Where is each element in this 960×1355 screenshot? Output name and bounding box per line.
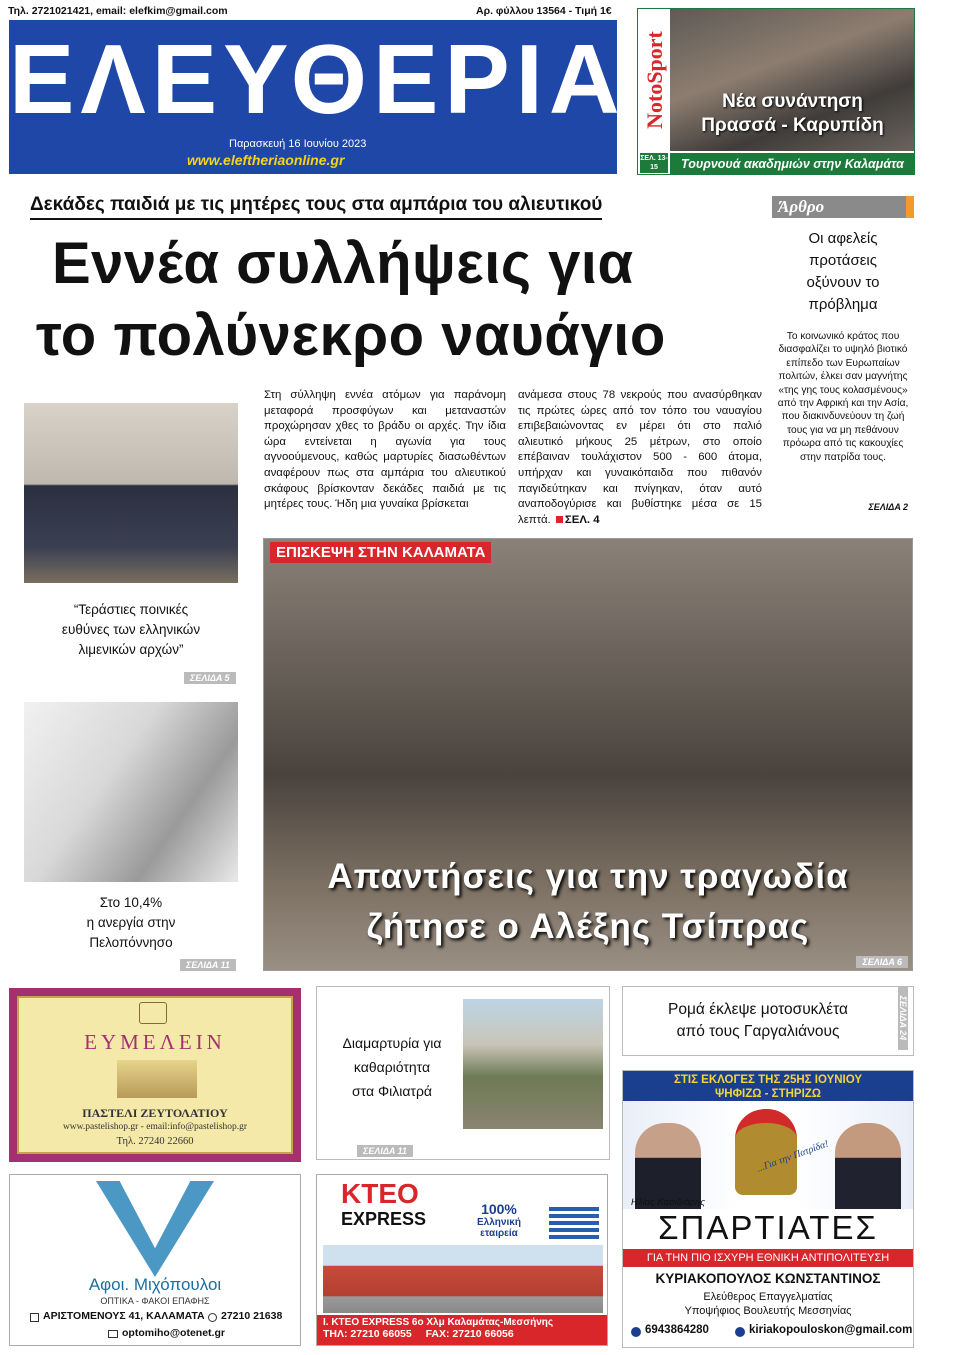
optics-logo-icon — [96, 1181, 214, 1277]
notosport-box — [637, 8, 915, 175]
eumelein-logo-icon — [139, 1002, 167, 1024]
kteo-tel: ΤΗΛ: 27210 66055 — [323, 1328, 412, 1340]
notosport-headline-1: Νέα συνάντηση — [722, 91, 863, 112]
kteo-logo-bottom: EXPRESS — [341, 1209, 427, 1229]
protest-page: ΣΕΛΙΔΑ 11 — [357, 1145, 413, 1157]
notosport-badge: ΣΕΛ. 13-15 — [640, 155, 668, 171]
eumelein-phone: Τηλ. 27240 22660 — [116, 1136, 194, 1147]
side1-page: ΣΕΛΙΔΑ 5 — [184, 672, 236, 684]
spartiates-candidate: ΚΥΡΙΑΚΟΠΟΥΛΟΣ ΚΩΝΣΤΑΝΤΙΝΟΣ — [655, 1271, 881, 1286]
lead-col2 — [518, 388, 762, 528]
spartiates-candidate-right-photo — [835, 1123, 901, 1209]
lead-page-ref: ΣΕΛ. 4 — [554, 514, 600, 526]
lead-col2-text: ανάμεσα στους 78 νεκρούς που ανασύρθηκαν τις πρώτες ώρες από τον τόπο του ναυαγίου επιβεβαιώνοντας εν μέρει ότι στο παλιό αλιευτικό μήκους 25 μέτρων, στο οποίο επέβαιναν τουλάχιστον 500 - 600 άτομα, υπήρχαν και γυναικόπαιδα που πιθανόν παγιδεύτηκαν και πνίγηκαν, όταν αυτό αναποδογύρισε και βυθίστηκε μέσα σε 15 λεπτά. — [518, 389, 762, 526]
optics-phone-icon — [208, 1313, 217, 1322]
lead-kicker: Δεκάδες παιδιά με τις μητέρες τους στα αμπάρια του αλιευτικού — [30, 194, 602, 220]
side2-line-1: Στο 10,4% — [99, 895, 163, 910]
lead-title-1: Εννέα συλλήψεις για — [52, 231, 634, 296]
article-label: Άρθρο — [772, 196, 914, 218]
side2-photo — [24, 702, 238, 882]
spartiates-top-2: ΨΗΦΙΖΩ - ΣΤΗΡΙΖΩ — [714, 1088, 822, 1100]
main-photo-tag: ΕΠΙΣΚΕΨΗ ΣΤΗΝ ΚΑΛΑΜΑΤΑ — [270, 542, 491, 563]
eumelein-product: ΠΑΣΤΕΛΙ ΖΕΥΤΟΛΑΤΙΟΥ — [82, 1106, 228, 1120]
kteo-logo-top: ΚΤΕΟ — [341, 1178, 419, 1209]
roma-page: ΣΕΛΙΔΑ 24 — [898, 986, 908, 1050]
header-contact: Τηλ. 2721021421, email: elefkim@gmail.com — [8, 5, 228, 17]
notosport-brand: NotoSport — [642, 31, 667, 129]
notosport-headline-2: Πρασσά - Καρυπίδη — [701, 115, 884, 136]
protest-photo — [463, 999, 603, 1129]
optics-address: ΑΡΙΣΤΟΜΕΝΟΥΣ 41, ΚΑΛΑΜΑΤΑ — [43, 1310, 205, 1322]
optics-email-icon — [108, 1330, 118, 1338]
masthead-title: ΕΛΕΥΘΕΡΙΑ — [9, 24, 626, 134]
optics-email: optomiho@otenet.gr — [122, 1327, 225, 1339]
spartiates-phone-icon — [631, 1327, 641, 1337]
kteo-logo — [323, 1179, 441, 1235]
eumelein-contact: www.pastelishop.gr - email:info@pastelishop.gr — [62, 1122, 248, 1132]
masthead-website[interactable]: www.eleftheriaonline.gr — [187, 152, 345, 168]
protest-line-3: στα Φιλιατρά — [351, 1083, 433, 1099]
kteo-claim-2: Ελληνική — [477, 1217, 521, 1228]
kteo-footer — [317, 1315, 607, 1346]
article-box — [772, 196, 914, 522]
optics-phone: 27210 21638 — [221, 1310, 283, 1322]
kteo-fax: FAX: 27210 66056 — [425, 1328, 514, 1340]
spartiates-leader: Ηλίας Κασιδιάρης — [631, 1197, 705, 1208]
spartiates-slogan: ...Για την Πατρίδα! — [755, 1138, 831, 1175]
roma-box — [622, 986, 914, 1056]
eumelein-brand: ΕΥΜΕΛΕΙΝ — [84, 1030, 226, 1054]
ad-kteo — [316, 1174, 608, 1346]
spartiates-top-1: ΣΤΙΣ ΕΚΛΟΓΕΣ ΤΗΣ 25ΗΣ ΙΟΥΝΙΟΥ — [673, 1074, 863, 1086]
greek-flag-icon — [549, 1207, 599, 1239]
spartiates-top — [623, 1071, 913, 1101]
spartiates-party: ΣΠΑΡΤΙΑΤΕΣ — [658, 1209, 878, 1246]
spartiates-role-2: Υποψήφιος Βουλευτής Μεσσηνίας — [684, 1305, 852, 1317]
lead-col1: Στη σύλληψη εννέα ατόμων για παράνομη μεταφορά προσφύγων και μεταναστών προχώρησαν χθες το βράδυ οι αρχές. Την ίδια ώρα εντείνεται η αγωνία για τους αγνοούμενους, καθώς μαρτυρίες διασωθέντων αναφέρουν πως στα αμπάρια του αλιευτικού σκάφους βρίσκονταν δεκάδες παιδιά με τις μητέρες τους. Ήδη μια γυναίκα βρίσκεται — [264, 389, 506, 511]
protest-text — [325, 1031, 459, 1103]
side1-quote-3: λιμενικών αρχών” — [78, 642, 184, 657]
masthead-date: Παρασκευή 16 Ιουνίου 2023 — [229, 138, 367, 150]
article-body: Το κοινωνικό κράτος που διασφαλίζει το υψηλό βιοτικό επίπεδο των Ευρωπαίων πολιτών, έλκει σαν μαγνήτης «της γης τους κολασμένους» από την Αφρική και την Ασία, που διακινδυνεύουν τη ζωή τους για να μη πεθάνουν πρόωρα από τις κακουχίες στην πατρίδα τους. — [777, 331, 909, 463]
spartiates-email-icon — [735, 1327, 745, 1337]
side1-photo — [24, 403, 238, 583]
side1-quote-1: “Τεράστιες ποινικές — [73, 602, 189, 617]
article-page: ΣΕΛΙΔΑ 2 — [868, 502, 908, 512]
ad-eumelein — [9, 988, 301, 1162]
header-issue: Αρ. φύλλου 13564 - Τιμή 1€ — [476, 5, 612, 17]
roma-line-1: Ρομά έκλεψε μοτοσυκλέτα — [668, 1001, 848, 1018]
main-photo-caption-1: Απαντήσεις για την τραγωδία — [327, 857, 849, 896]
eumelein-building-icon — [117, 1060, 197, 1098]
kteo-footer-name: Ι. ΚΤΕΟ EXPRESS 6ο Χλμ Καλαμάτας-Μεσσήνης — [323, 1317, 554, 1328]
spartiates-email: kiriakopouloskon@gmail.com — [749, 1324, 913, 1336]
side1-quote — [24, 600, 238, 660]
protest-box — [316, 986, 610, 1160]
side2-text — [24, 893, 238, 953]
optics-name: Αφοι. Μιχόπουλοι — [88, 1275, 222, 1294]
side2-line-2: η ανεργία στην — [86, 915, 176, 930]
lead-title-2: το πολύνεκρο ναυάγιο — [36, 303, 666, 368]
roma-line-2: από τους Γαργαλιάνους — [676, 1023, 840, 1040]
spartiates-tagline: ΓΙΑ ΤΗΝ ΠΙΟ ΙΣΧΥΡΗ ΕΘΝΙΚΗ ΑΝΤΙΠΟΛΙΤΕΥΣΗ — [623, 1249, 913, 1267]
ad-optics — [9, 1174, 301, 1346]
kteo-claim-3: εταιρεία — [480, 1228, 518, 1239]
side1-quote-2: ευθύνες των ελληνικών — [61, 622, 201, 637]
roma-text — [623, 999, 893, 1043]
ad-spartiates — [622, 1070, 914, 1348]
main-photo — [263, 538, 913, 971]
protest-line-2: καθαριότητα — [353, 1059, 431, 1075]
main-photo-page: ΣΕΛΙΔΑ 6 — [856, 956, 908, 968]
optics-sub: ΟΠΤΙΚΑ - ΦΑΚΟΙ ΕΠΑΦΗΣ — [100, 1296, 210, 1306]
side2-line-3: Πελοπόννησο — [89, 935, 173, 950]
main-photo-caption-2: ζήτησε ο Αλέξης Τσίπρας — [366, 907, 810, 946]
side2-page: ΣΕΛΙΔΑ 11 — [180, 959, 236, 971]
article-title: Οι αφελείς προτάσεις οξύνουν το πρόβλημα — [806, 230, 880, 313]
spartiates-phone: 6943864280 — [645, 1324, 709, 1336]
notosport-caption: Τουρνουά ακαδημιών στην Καλαμάτα — [670, 153, 915, 175]
optics-home-icon — [30, 1313, 39, 1322]
spartiates-role-1: Ελεύθερος Επαγγελματίας — [703, 1291, 833, 1303]
protest-line-1: Διαμαρτυρία για — [342, 1035, 442, 1051]
kteo-claim-1: 100% — [481, 1201, 517, 1217]
kteo-claim — [477, 1201, 521, 1239]
kteo-building-photo — [323, 1245, 603, 1313]
masthead — [9, 20, 626, 174]
